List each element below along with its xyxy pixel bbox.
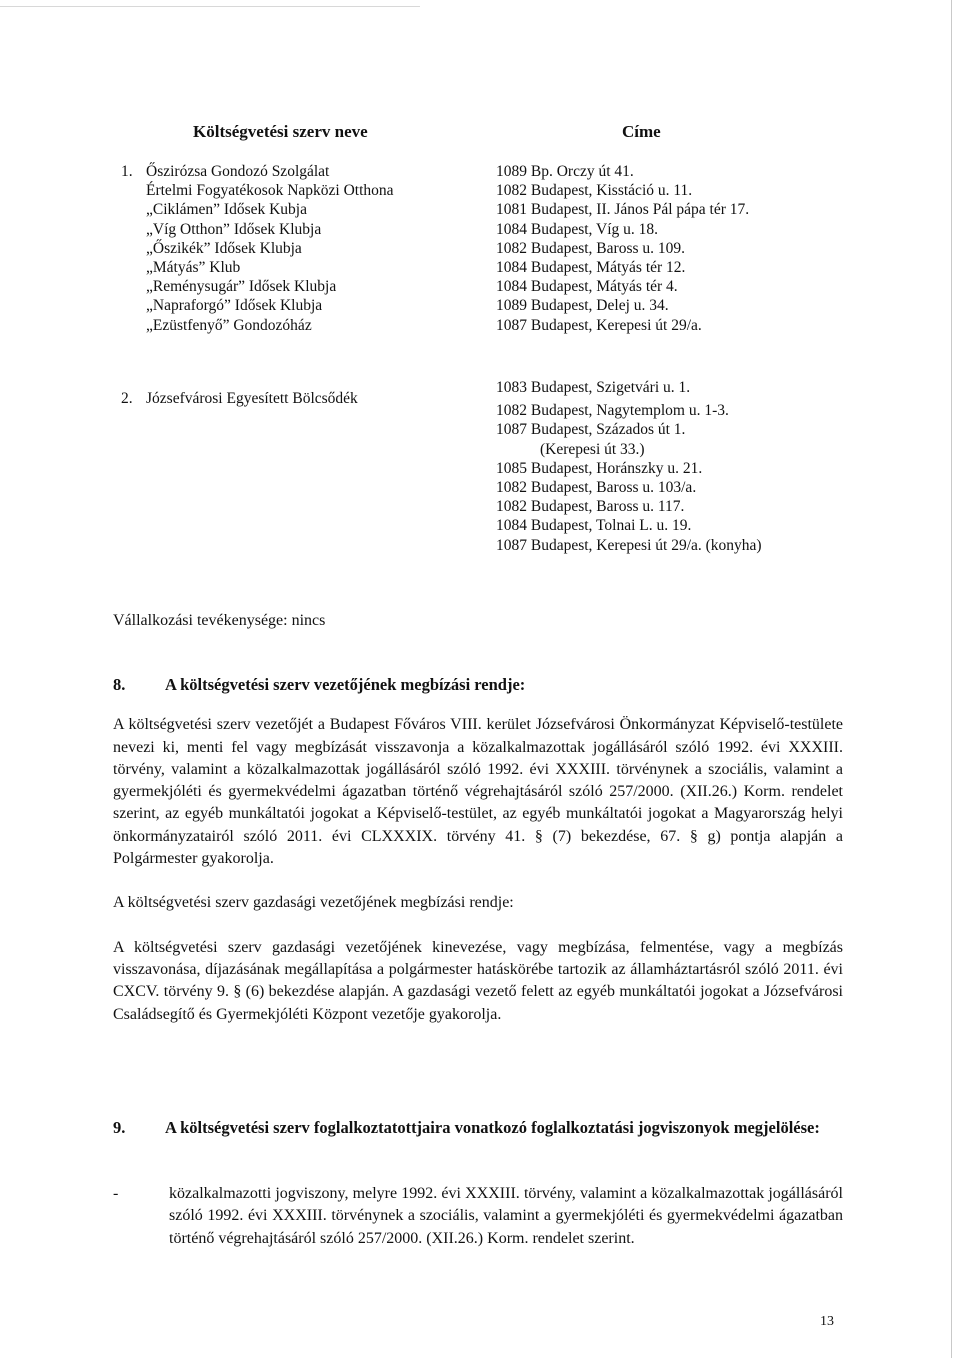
institution-address: 1089 Bp. Orczy út 41. [496, 163, 634, 180]
institution-address: 1081 Budapest, II. János Pál pápa tér 17. [496, 201, 750, 219]
institution-address: 1084 Budapest, Tolnai L. u. 19. [496, 517, 692, 535]
section-9-heading [113, 1117, 843, 1139]
scan-edge-top [0, 6, 420, 7]
institution-address: 1084 Budapest, Víg u. 18. [496, 220, 659, 238]
section-8-subtitle: A költségvetési szerv gazdasági vezetőjének megbízási rendje: [113, 894, 514, 912]
business-activity-line: Vállalkozási tevékenysége: nincs [113, 612, 326, 629]
section-8-paragraph-1: A költségvetési szerv vezetőjét a Budapest Főváros VIII. kerület Józsefvárosi Önkormányzat Képviselő-testülete nevezi ki, menti fel vagy megbízását visszavonja a közalkalmazottak jogállásáról szóló 1992. évi XXXIII. törvény, valamint a közalkalmazottak jogállásáról szóló 1992. évi XXXIII. törvénynek a szociális, valamint a gyermekjóléti és gyermekvédelmi ágazatban történő végrehajtásáról szóló 257/2000. (XII.26.) Korm. rendelet szerint, az egyéb munkáltatói jogokat a Képviselő-testület, az egyéb munkáltatói jogokat a Magyarország helyi önkormányzatairól szóló 2011. évi CLXXXIX. törvény 41. § (7) bekezdése, 67. § g) pontja alapján a Polgármester gyakorolja. [113, 716, 843, 868]
bullet-text: közalkalmazotti jogviszony, melyre 1992. évi XXXIII. törvény, valamint a közalkalmazottak jogállásáról szóló 1992. évi XXXIII. törvénynek a szociális, valamint a gyermekjóléti és gyermekvédelmi ágazatban történő végrehajtásáról szóló 257/2000. (XII.26.) Korm. rendelet szerint. [169, 1185, 843, 1247]
institution-name: „Napraforgó” Idősek Klubja [146, 297, 323, 315]
group1-names [146, 162, 394, 335]
institution-address: 1082 Budapest, Kisstáció u. 11. [496, 182, 693, 200]
section-9-number: 9. [113, 1118, 126, 1137]
group2-name: Józsefvárosi Egyesített Bölcsődék [146, 390, 358, 407]
institution-address: 1085 Budapest, Horánszky u. 21. [496, 459, 703, 477]
institution-name: „Ezüstfenyő” Gondozóház [146, 316, 312, 334]
institution-address: 1082 Budapest, Nagytemplom u. 1-3. [496, 402, 729, 420]
institution-address: 1083 Budapest, Szigetvári u. 1. [496, 379, 691, 396]
institution-name: „Reménysugár” Idősek Klubja [146, 278, 337, 296]
institution-address: 1089 Budapest, Delej u. 34. [496, 297, 669, 315]
page-number: 13 [820, 1314, 834, 1329]
section-8-title: A költségvetési szerv vezetőjének megbízási rendje: [165, 675, 526, 694]
institution-name: „Víg Otthon” Idősek Klubja [146, 220, 322, 238]
institution-name: Értelmi Fogyatékosok Napközi Otthona [146, 182, 394, 200]
section-8-paragraph-2: A költségvetési szerv gazdasági vezetőjének kinevezése, vagy megbízása, felmentése, vagy a megbízás visszavonása, díjazásának megállapítása a polgármester hatáskörébe tartozik az államháztartásról szóló 2011. évi CXCV. törvény 9. § (6) bekezdése alapján. A gazdasági vezető felett az egyéb munkáltatói jogokat a Józsefvárosi Családsegítő és Gyermekjóléti Központ vezetője gyakorolja. [113, 938, 843, 1023]
column-header-name: Költségvetési szerv neve [193, 122, 368, 141]
section-9-title: A költségvetési szerv foglalkoztatottjaira vonatkozó foglalkoztatási jogviszonyok megjelölése: [165, 1118, 820, 1137]
institution-address: 1084 Budapest, Mátyás tér 4. [496, 278, 678, 296]
section-8-heading [113, 674, 843, 696]
institution-address: 1087 Budapest, Kerepesi út 29/a. (konyha) [496, 536, 762, 554]
institution-name: „Ciklámen” Idősek Kubja [146, 201, 307, 219]
group2-addresses [496, 378, 762, 555]
section-8 [113, 674, 843, 1026]
institution-address: 1087 Budapest, Kerepesi út 29/a. [496, 316, 702, 334]
institution-name: „Őszikék” Idősek Klubja [146, 239, 302, 257]
group2-number: 2. [121, 390, 133, 407]
institution-address: 1087 Budapest, Százados út 1. [496, 421, 686, 439]
section-8-number: 8. [113, 675, 126, 694]
institution-address: 1082 Budapest, Baross u. 109. [496, 239, 686, 257]
bullet-mark: - [113, 1185, 119, 1202]
institution-address: 1084 Budapest, Mátyás tér 12. [496, 259, 686, 277]
scan-edge-right [951, 0, 952, 1358]
institution-name: Őszirózsa Gondozó Szolgálat [146, 163, 330, 180]
group1-number: 1. [121, 163, 133, 180]
institution-address: 1082 Budapest, Baross u. 103/a. [496, 479, 697, 497]
institution-address: 1082 Budapest, Baross u. 117. [496, 498, 685, 516]
section-9 [113, 1117, 843, 1139]
institution-name: „Mátyás” Klub [146, 259, 241, 277]
group1-addresses [496, 162, 749, 335]
column-header-address: Címe [622, 122, 661, 141]
section-9-bullet [113, 1183, 843, 1250]
institution-address-note: (Kerepesi út 33.) [540, 440, 645, 458]
